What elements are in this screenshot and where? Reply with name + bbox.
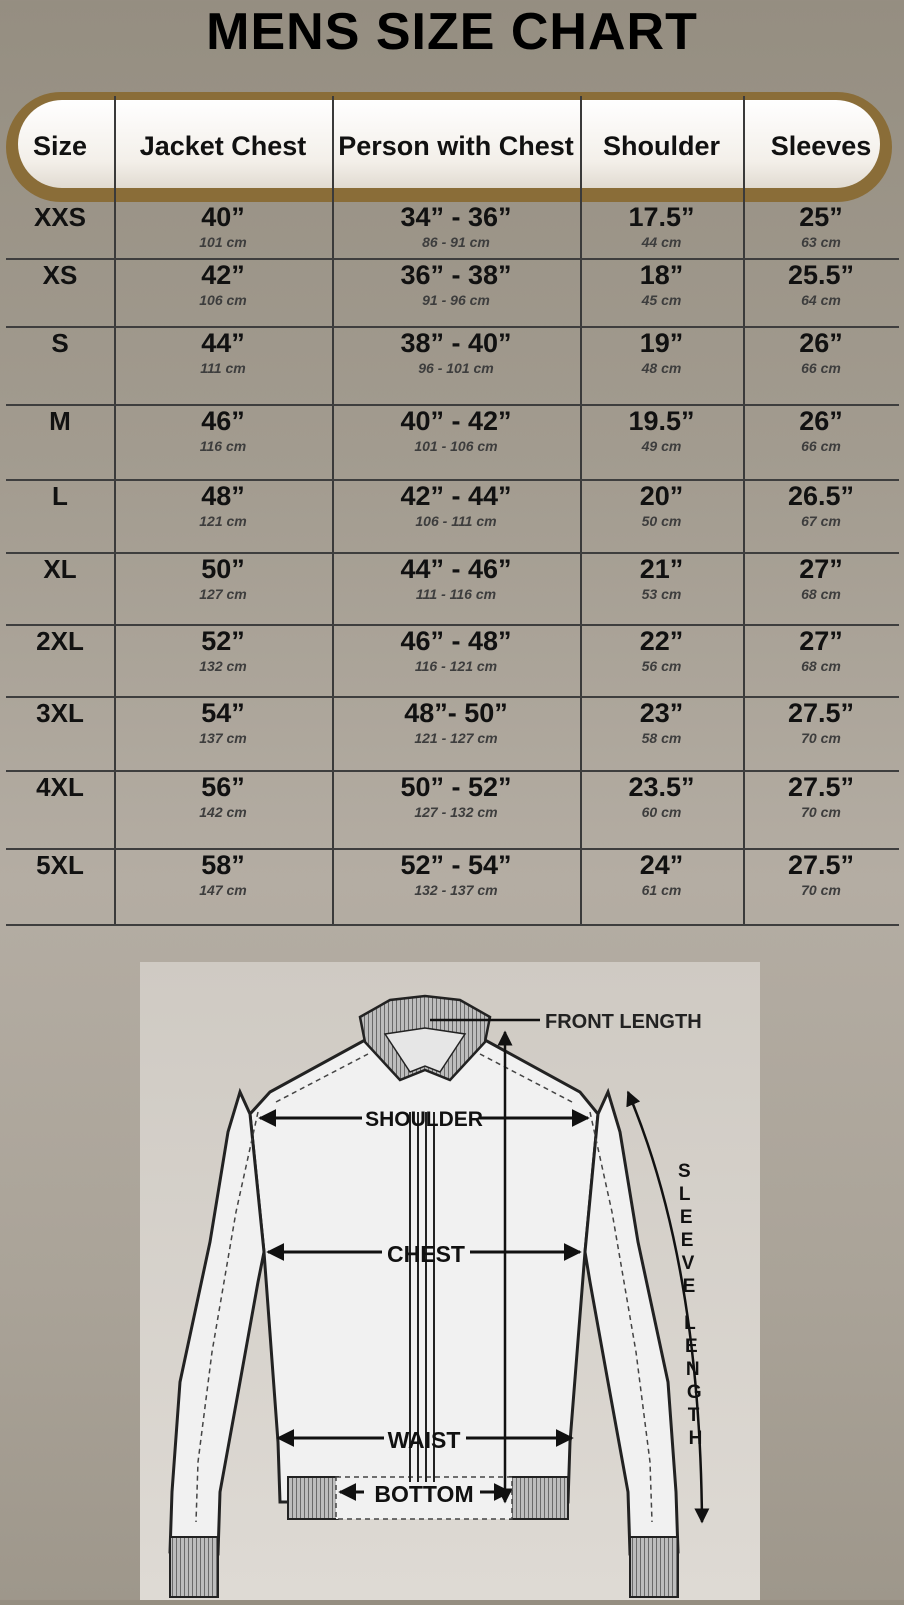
size-label: 2XL bbox=[36, 626, 84, 656]
cell-size bbox=[6, 202, 114, 232]
shoulder-inches: 18” bbox=[639, 260, 684, 290]
cell-shoulder bbox=[580, 850, 743, 899]
jacket-measurement-diagram bbox=[140, 962, 760, 1600]
header-person-chest: Person with Chest bbox=[338, 131, 574, 161]
header-shoulder: Shoulder bbox=[602, 131, 720, 161]
jacket-chest-cm: 142 cm bbox=[199, 804, 247, 820]
cell-person-chest bbox=[332, 626, 580, 675]
cell-size bbox=[6, 328, 114, 358]
jacket-chest-cm: 127 cm bbox=[199, 586, 247, 602]
cell-person-chest bbox=[332, 772, 580, 821]
shoulder-cm: 45 cm bbox=[641, 292, 682, 308]
cell-shoulder bbox=[580, 481, 743, 530]
person-chest-inches: 36” - 38” bbox=[400, 260, 512, 290]
person-chest-inches: 44” - 46” bbox=[400, 554, 512, 584]
shoulder-inches: 24” bbox=[639, 850, 684, 880]
jacket-chest-inches: 56” bbox=[201, 772, 245, 802]
sleeve-length-label: S L E E V E L E N G T H bbox=[678, 1161, 703, 1449]
cell-jacket-chest bbox=[114, 626, 332, 675]
jacket-chest-cm: 147 cm bbox=[199, 882, 247, 898]
sleeves-cm: 63 cm bbox=[801, 234, 841, 250]
person-chest-inches: 38” - 40” bbox=[400, 328, 512, 358]
cell-shoulder bbox=[580, 626, 743, 675]
sleeves-inches: 25” bbox=[799, 202, 843, 232]
person-chest-cm: 96 - 101 cm bbox=[418, 360, 494, 376]
person-chest-inches: 34” - 36” bbox=[400, 202, 512, 232]
person-chest-inches: 52” - 54” bbox=[400, 850, 512, 880]
jacket-chest-inches: 42” bbox=[201, 260, 245, 290]
person-chest-inches: 42” - 44” bbox=[400, 481, 512, 511]
cell-person-chest bbox=[332, 260, 580, 309]
person-chest-inches: 46” - 48” bbox=[400, 626, 512, 656]
cell-shoulder bbox=[580, 202, 743, 251]
sleeves-inches: 26” bbox=[799, 406, 843, 436]
cell-jacket-chest bbox=[114, 328, 332, 377]
sleeves-cm: 67 cm bbox=[801, 513, 841, 529]
cell-person-chest bbox=[332, 850, 580, 899]
person-chest-cm: 127 - 132 cm bbox=[414, 804, 498, 820]
cell-jacket-chest bbox=[114, 698, 332, 747]
jacket-chest-cm: 111 cm bbox=[200, 360, 246, 376]
size-label: L bbox=[52, 481, 68, 511]
shoulder-inches: 23” bbox=[639, 698, 684, 728]
sleeves-cm: 66 cm bbox=[801, 438, 841, 454]
cell-person-chest bbox=[332, 481, 580, 530]
jacket-chest-cm: 116 cm bbox=[199, 438, 247, 454]
cell-shoulder bbox=[580, 772, 743, 821]
cell-sleeves bbox=[743, 328, 899, 377]
shoulder-cm: 44 cm bbox=[641, 234, 682, 250]
shoulder-cm: 49 cm bbox=[641, 438, 682, 454]
cell-sleeves bbox=[743, 698, 899, 747]
person-chest-cm: 101 - 106 cm bbox=[414, 438, 498, 454]
sleeves-cm: 68 cm bbox=[801, 586, 841, 602]
shoulder-cm: 61 cm bbox=[641, 882, 682, 898]
cell-jacket-chest bbox=[114, 772, 332, 821]
cell-sleeves bbox=[743, 406, 899, 455]
sleeves-inches: 25.5” bbox=[787, 260, 855, 290]
cell-size bbox=[6, 626, 114, 656]
person-chest-inches: 48”- 50” bbox=[404, 698, 508, 728]
jacket-chest-cm: 137 cm bbox=[199, 730, 247, 746]
shoulder-inches: 19.5” bbox=[628, 406, 695, 436]
cell-size bbox=[6, 406, 114, 436]
cell-jacket-chest bbox=[114, 850, 332, 899]
jacket-chest-cm: 121 cm bbox=[199, 513, 247, 529]
cell-person-chest bbox=[332, 202, 580, 251]
person-chest-cm: 86 - 91 cm bbox=[422, 234, 490, 250]
jacket-chest-cm: 132 cm bbox=[199, 658, 247, 674]
person-chest-inches: 50” - 52” bbox=[400, 772, 512, 802]
header-size: Size bbox=[32, 131, 88, 161]
shoulder-inches: 22” bbox=[639, 626, 684, 656]
person-chest-cm: 106 - 111 cm bbox=[415, 513, 497, 529]
shoulder-cm: 60 cm bbox=[641, 804, 682, 820]
jacket-chest-inches: 58” bbox=[201, 850, 245, 880]
shoulder-cm: 48 cm bbox=[641, 360, 682, 376]
cell-shoulder bbox=[580, 406, 743, 455]
sleeves-cm: 64 cm bbox=[801, 292, 841, 308]
cell-sleeves bbox=[743, 481, 899, 530]
sleeves-inches: 26” bbox=[799, 328, 843, 358]
sleeves-inches: 27” bbox=[799, 626, 843, 656]
cell-jacket-chest bbox=[114, 202, 332, 251]
cell-sleeves bbox=[743, 202, 899, 251]
shoulder-cm: 50 cm bbox=[641, 513, 682, 529]
jacket-chest-inches: 50” bbox=[201, 554, 245, 584]
sleeves-inches: 26.5” bbox=[787, 481, 855, 511]
jacket-chest-cm: 101 cm bbox=[199, 234, 247, 250]
cell-size bbox=[6, 554, 114, 584]
shoulder-label: SHOULDER bbox=[365, 1108, 483, 1131]
cell-size bbox=[6, 772, 114, 802]
size-label: XXS bbox=[33, 202, 87, 232]
sleeves-cm: 70 cm bbox=[801, 730, 841, 746]
cell-jacket-chest bbox=[114, 260, 332, 309]
waist-label: WAIST bbox=[387, 1427, 461, 1453]
sleeves-cm: 70 cm bbox=[801, 804, 841, 820]
page-title: MENS SIZE CHART bbox=[206, 3, 698, 61]
cell-person-chest bbox=[332, 328, 580, 377]
size-label: XS bbox=[42, 260, 78, 290]
header-jacket-chest: Jacket Chest bbox=[139, 131, 307, 161]
left-sleeve bbox=[170, 1092, 264, 1554]
cell-jacket-chest bbox=[114, 406, 332, 455]
shoulder-inches: 19” bbox=[639, 328, 684, 358]
sleeves-inches: 27” bbox=[799, 554, 843, 584]
jacket-chest-inches: 54” bbox=[201, 698, 245, 728]
jacket-diagram-svg bbox=[140, 962, 760, 1600]
header-sleeves: Sleeves bbox=[770, 131, 872, 161]
cell-person-chest bbox=[332, 406, 580, 455]
cell-shoulder bbox=[580, 260, 743, 309]
cell-sleeves bbox=[743, 772, 899, 821]
person-chest-cm: 91 - 96 cm bbox=[422, 292, 490, 308]
person-chest-cm: 132 - 137 cm bbox=[414, 882, 498, 898]
row-divider bbox=[6, 924, 899, 926]
jacket-chest-inches: 46” bbox=[201, 406, 245, 436]
size-label: 4XL bbox=[36, 772, 84, 802]
sleeves-inches: 27.5” bbox=[787, 850, 855, 880]
jacket-chest-inches: 44” bbox=[201, 328, 245, 358]
cell-sleeves bbox=[743, 554, 899, 603]
person-chest-cm: 121 - 127 cm bbox=[414, 730, 498, 746]
jacket-chest-inches: 40” bbox=[201, 202, 245, 232]
size-label: M bbox=[49, 406, 71, 436]
shoulder-inches: 23.5” bbox=[628, 772, 695, 802]
jacket-chest-inches: 48” bbox=[201, 481, 245, 511]
shoulder-inches: 17.5” bbox=[628, 202, 695, 232]
cell-jacket-chest bbox=[114, 481, 332, 530]
chest-label: CHEST bbox=[387, 1241, 465, 1267]
shoulder-cm: 56 cm bbox=[641, 658, 682, 674]
cell-size bbox=[6, 850, 114, 880]
size-label: 5XL bbox=[36, 850, 84, 880]
cell-shoulder bbox=[580, 328, 743, 377]
jacket-chest-cm: 106 cm bbox=[199, 292, 247, 308]
size-label: S bbox=[51, 328, 69, 358]
cell-sleeves bbox=[743, 260, 899, 309]
sleeves-inches: 27.5” bbox=[787, 698, 855, 728]
person-chest-cm: 116 - 121 cm bbox=[414, 658, 498, 674]
cell-person-chest bbox=[332, 698, 580, 747]
size-label: XL bbox=[43, 554, 77, 584]
sleeves-inches: 27.5” bbox=[787, 772, 855, 802]
bottom-label: BOTTOM bbox=[374, 1481, 474, 1507]
cell-size bbox=[6, 260, 114, 290]
cell-shoulder bbox=[580, 698, 743, 747]
cell-size bbox=[6, 698, 114, 728]
cell-sleeves bbox=[743, 626, 899, 675]
front-length-label: FRONT LENGTH bbox=[545, 1011, 702, 1033]
shoulder-cm: 58 cm bbox=[641, 730, 682, 746]
sleeves-cm: 68 cm bbox=[801, 658, 841, 674]
right-sleeve bbox=[585, 1092, 678, 1554]
cell-size bbox=[6, 481, 114, 511]
cell-jacket-chest bbox=[114, 554, 332, 603]
person-chest-inches: 40” - 42” bbox=[400, 406, 512, 436]
shoulder-cm: 53 cm bbox=[641, 586, 682, 602]
cell-shoulder bbox=[580, 554, 743, 603]
jacket-chest-inches: 52” bbox=[201, 626, 245, 656]
person-chest-cm: 111 - 116 cm bbox=[415, 586, 497, 602]
cell-person-chest bbox=[332, 554, 580, 603]
shoulder-inches: 21” bbox=[639, 554, 684, 584]
sleeves-cm: 70 cm bbox=[801, 882, 841, 898]
size-label: 3XL bbox=[36, 698, 84, 728]
sleeves-cm: 66 cm bbox=[801, 360, 841, 376]
cell-sleeves bbox=[743, 850, 899, 899]
shoulder-inches: 20” bbox=[639, 481, 684, 511]
